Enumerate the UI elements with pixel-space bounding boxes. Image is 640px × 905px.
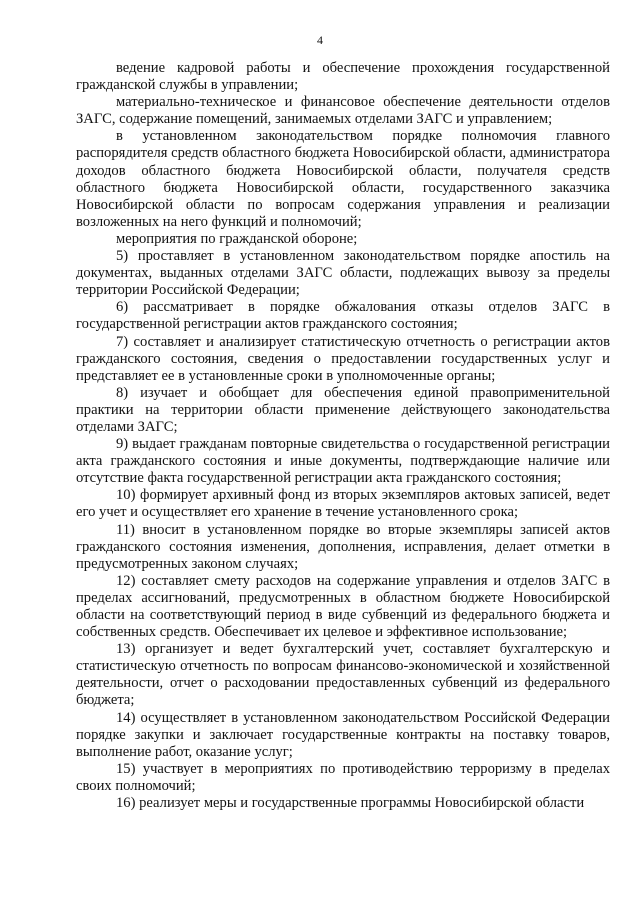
paragraph-budget-powers: в установленном законодательством порядке полномочия главного распорядителя средств областного бюджета Новосибирской области, администратора доходов областного бюджета Новосибирской области, получателя средств областного бюджета Новосибирской области, государственного заказчика Новосибирской области по вопросам содержания управления и реализации возложенных на него функций и полномочий;: [76, 128, 610, 230]
paragraph-staff-management: ведение кадровой работы и обеспечение прохождения государственной гражданской службы в управлении;: [76, 60, 610, 94]
paragraph-item-12: 12) составляет смету расходов на содержание управления и отделов ЗАГС в пределах ассигнований, предусмотренных в областном бюджете Новосибирской области на соответствующий период в виде субвенций из федерального бюджета и собственных средств. Обеспечивает их целевое и эффективное использование;: [76, 572, 610, 641]
paragraph-item-16: 16) реализует меры и государственные программы Новосибирской области: [116, 795, 585, 812]
paragraph-civil-defense: мероприятия по гражданской обороне;: [116, 230, 358, 247]
page-number: 4: [317, 33, 323, 47]
paragraph-item-8: 8) изучает и обобщает для обеспечения единой правоприменительной практики на территории области применение действующего законодательства отделами ЗАГС;: [76, 384, 610, 435]
paragraph-item-6: 6) рассматривает в порядке обжалования отказы отделов ЗАГС в государственной регистрации актов гражданского состояния;: [76, 299, 610, 333]
document-body: [76, 60, 610, 812]
paragraph-item-7: 7) составляет и анализирует статистическую отчетность о регистрации актов гражданского состояния, сведения о предоставлении государственных услуг и представляет ее в установленные сроки в уполномоченные органы;: [76, 333, 610, 384]
paragraph-item-14: 14) осуществляет в установленном законодательством Российской Федерации порядке закупки и заключает государственные контракты на поставку товаров, выполнение работ, оказание услуг;: [76, 709, 610, 760]
paragraph-item-11: 11) вносит в установленном порядке во вторые экземпляры записей актов гражданского состояния изменения, дополнения, исправления, делает отметки в предусмотренных законом случаях;: [76, 521, 610, 572]
paragraph-item-13: 13) организует и ведет бухгалтерский учет, составляет бухгалтерскую и статистическую отчетность по вопросам финансово-экономической и хозяйственной деятельности, отчет о расходовании предоставленных субвенций из федерального бюджета;: [76, 641, 610, 709]
paragraph-material-support: материально-техническое и финансовое обеспечение деятельности отделов ЗАГС, содержание помещений, занимаемых отделами ЗАГС и управлением;: [76, 94, 610, 128]
paragraph-item-5: 5) проставляет в установленном законодательством порядке апостиль на документах, выданных отделами ЗАГС области, подлежащих вывозу за пределы территории Российской Федерации;: [76, 248, 610, 299]
paragraph-item-15: 15) участвует в мероприятиях по противодействию терроризму в пределах своих полномочий;: [76, 760, 610, 794]
paragraph-item-9: 9) выдает гражданам повторные свидетельства о государственной регистрации акта гражданского состояния и иные документы, подтверждающие наличие или отсутствие факта государственной регистрации акта гражданского состояния;: [76, 436, 610, 487]
paragraph-item-10: 10) формирует архивный фонд из вторых экземпляров актовых записей, ведет его учет и осуществляет его хранение в течение установленного срока;: [76, 487, 610, 521]
